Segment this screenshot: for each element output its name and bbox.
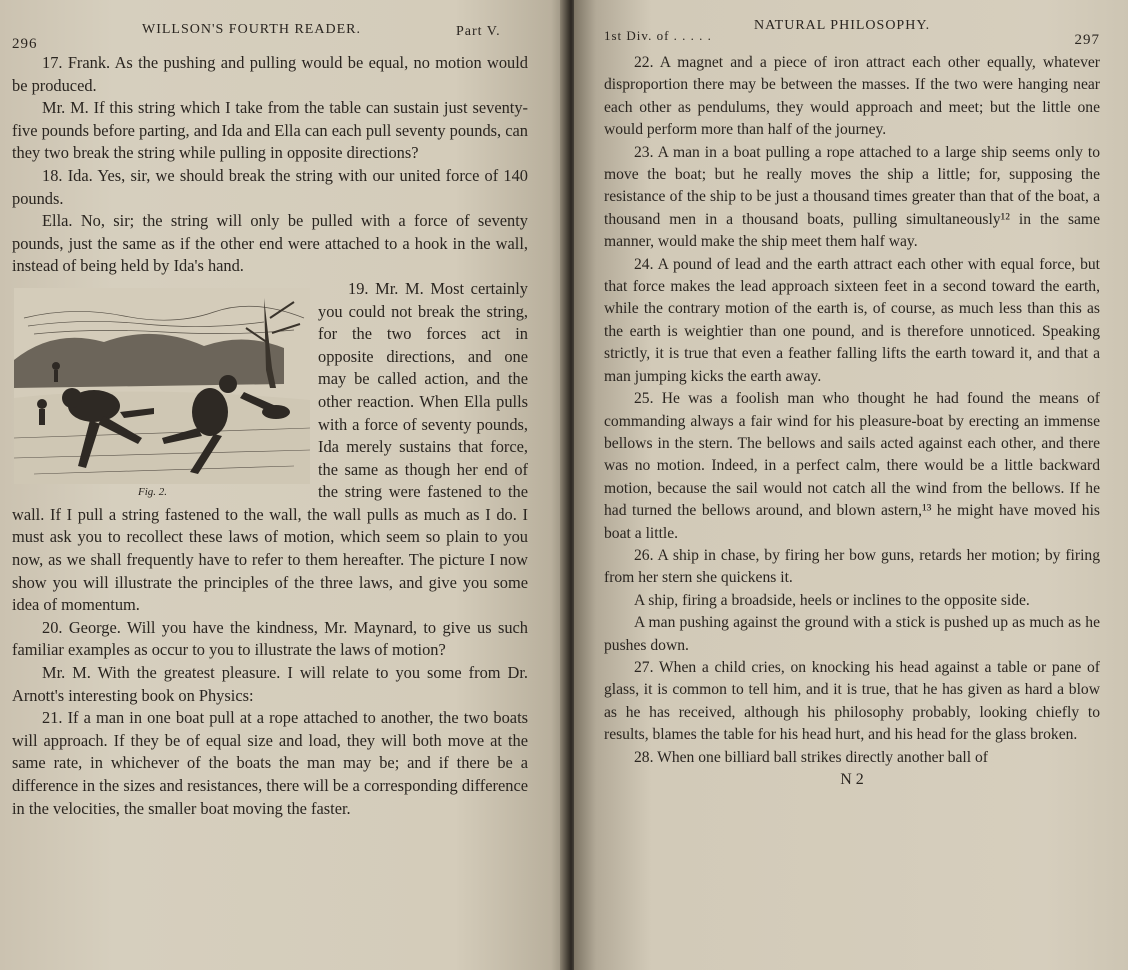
part-label: Part V.: [456, 24, 501, 39]
left-running-head: [12, 18, 528, 52]
right-page: [574, 0, 1128, 970]
paragraph: Mr. M. With the greatest pleasure. I will relate to you some from Dr. Arnott's interesting book on Physics:: [12, 663, 528, 705]
division-label: 1st Div. of . . . . .: [604, 28, 712, 43]
paragraph: 20. George. Will you have the kindness, Mr. Maynard, to give us such familiar examples as occur to you to illustrate the laws of motion?: [12, 617, 528, 660]
left-page-number: 296: [12, 36, 38, 52]
paragraph: A man pushing against the ground with a stick is pushed up as much as he pushes down.: [604, 614, 1100, 654]
paragraph: 25. He was a foolish man who thought he had found the means of commanding always a fair wind for his pleasure-boat by erecting an immense bellows in the stern. The bellows and sails acted against each other, and there was no motion. Indeed, in a perfect calm, there would be a little backward motion, because the sail would not catch all the wind from the bellows. If he had turned the bellows around, and blown astern,¹³ he might have moved his boat a little.: [604, 390, 1100, 542]
paragraph: 22. A magnet and a piece of iron attract each other equally, whatever disproportion there may be between the masses. If the two were hanging near each other as pendulums, they would approach and meet; but the little one would perform more than half of the journey.: [604, 54, 1100, 139]
paragraph: Ella. No, sir; the string will only be pulled with a force of seventy pounds, just the same as if the other end were attached to a hook in the wall, instead of being held by Ida's hand.: [12, 211, 528, 276]
left-page-text: [12, 52, 528, 820]
paragraph: 21. If a man in one boat pull at a rope attached to another, the two boats will approach. If they be of equal size and load, they will both move at the same rate, in whichever of the boats the man may be; and if there be a difference in the sizes and resistances, there will be a corresponding difference in the velocities, the smaller boat moving the faster.: [12, 708, 528, 818]
left-running-title: WILLSON'S FOURTH READER.: [142, 22, 361, 37]
right-page-number: 297: [1074, 32, 1100, 48]
paragraph: 17. Frank. As the pushing and pulling would be equal, no motion would be produced.: [12, 53, 528, 95]
signature-mark: N 2: [840, 771, 864, 788]
paragraph: 23. A man in a boat pulling a rope attached to a large ship seems only to move the boat; but he really moves the ship a little; for, supposing the resistance of the ship to be just a thousand times greater than that of the boat, a thousand men in a thousand boats, pulling simultaneously¹² in the same manner, would make the ship meet them half way.: [604, 143, 1100, 251]
skating-engraving: [14, 288, 310, 484]
paragraph: 27. When a child cries, on knocking his head against a table or pane of glass, it is common to tell him, and it is true, that he has given as hard a blow as he has received, although his philosophy probably, looking chiefly to results, blames the table for his head hurt, and his head for the glass broken.: [604, 658, 1100, 744]
right-running-title: NATURAL PHILOSOPHY.: [754, 18, 931, 33]
paragraph: 18. Ida. Yes, sir, we should break the string with our united force of 140 pounds.: [12, 165, 528, 208]
paragraph: 19. Mr. M. Most certainly you could not break the string, for the two forces act in opposite directions, and one may be called action, and the other reaction. When Ella pulls with a force of seventy pounds, Ida merely sustains that force, the same as though her end of the string were fastened to the wall. If I pull a string fastened to the wall, the wall pulls as much as I do. I must ask you to recollect these laws of motion, which seem so plain to you now, as we shall frequently have to refer to them hereafter. The picture I now show you will illustrate the principles of the three laws, and give you some idea of momentum.: [12, 278, 528, 615]
paragraph: 28. When one billiard ball strikes directly another ball of: [634, 748, 988, 766]
paragraph: 24. A pound of lead and the earth attract each other with equal force, but that force makes the lead approach sixteen feet in a second toward the earth, while the contrary motion of the earth is, of course, as much less than this as the earth is weightier than one pound, and is therefore unnoticed. Speaking strictly, it is true that even a feather falling lifts the earth toward it, and that a man jumping kicks the earth away.: [604, 255, 1100, 385]
right-running-head: [604, 18, 1100, 52]
paragraph: A ship, firing a broadside, heels or inclines to the opposite side.: [634, 591, 1030, 609]
paragraph: Mr. M. If this string which I take from the table can sustain just seventy-five pounds before parting, and Ida and Ella can each pull seventy pounds, can they two break the string while pulling in opposite directions?: [12, 98, 528, 163]
paragraph: 26. A ship in chase, by firing her bow guns, retards her motion; by firing from her stern she quickens it.: [604, 546, 1100, 587]
right-page-text: [604, 52, 1100, 789]
figure-caption: Fig. 2.: [138, 485, 168, 498]
figure-illustration: [14, 288, 310, 498]
